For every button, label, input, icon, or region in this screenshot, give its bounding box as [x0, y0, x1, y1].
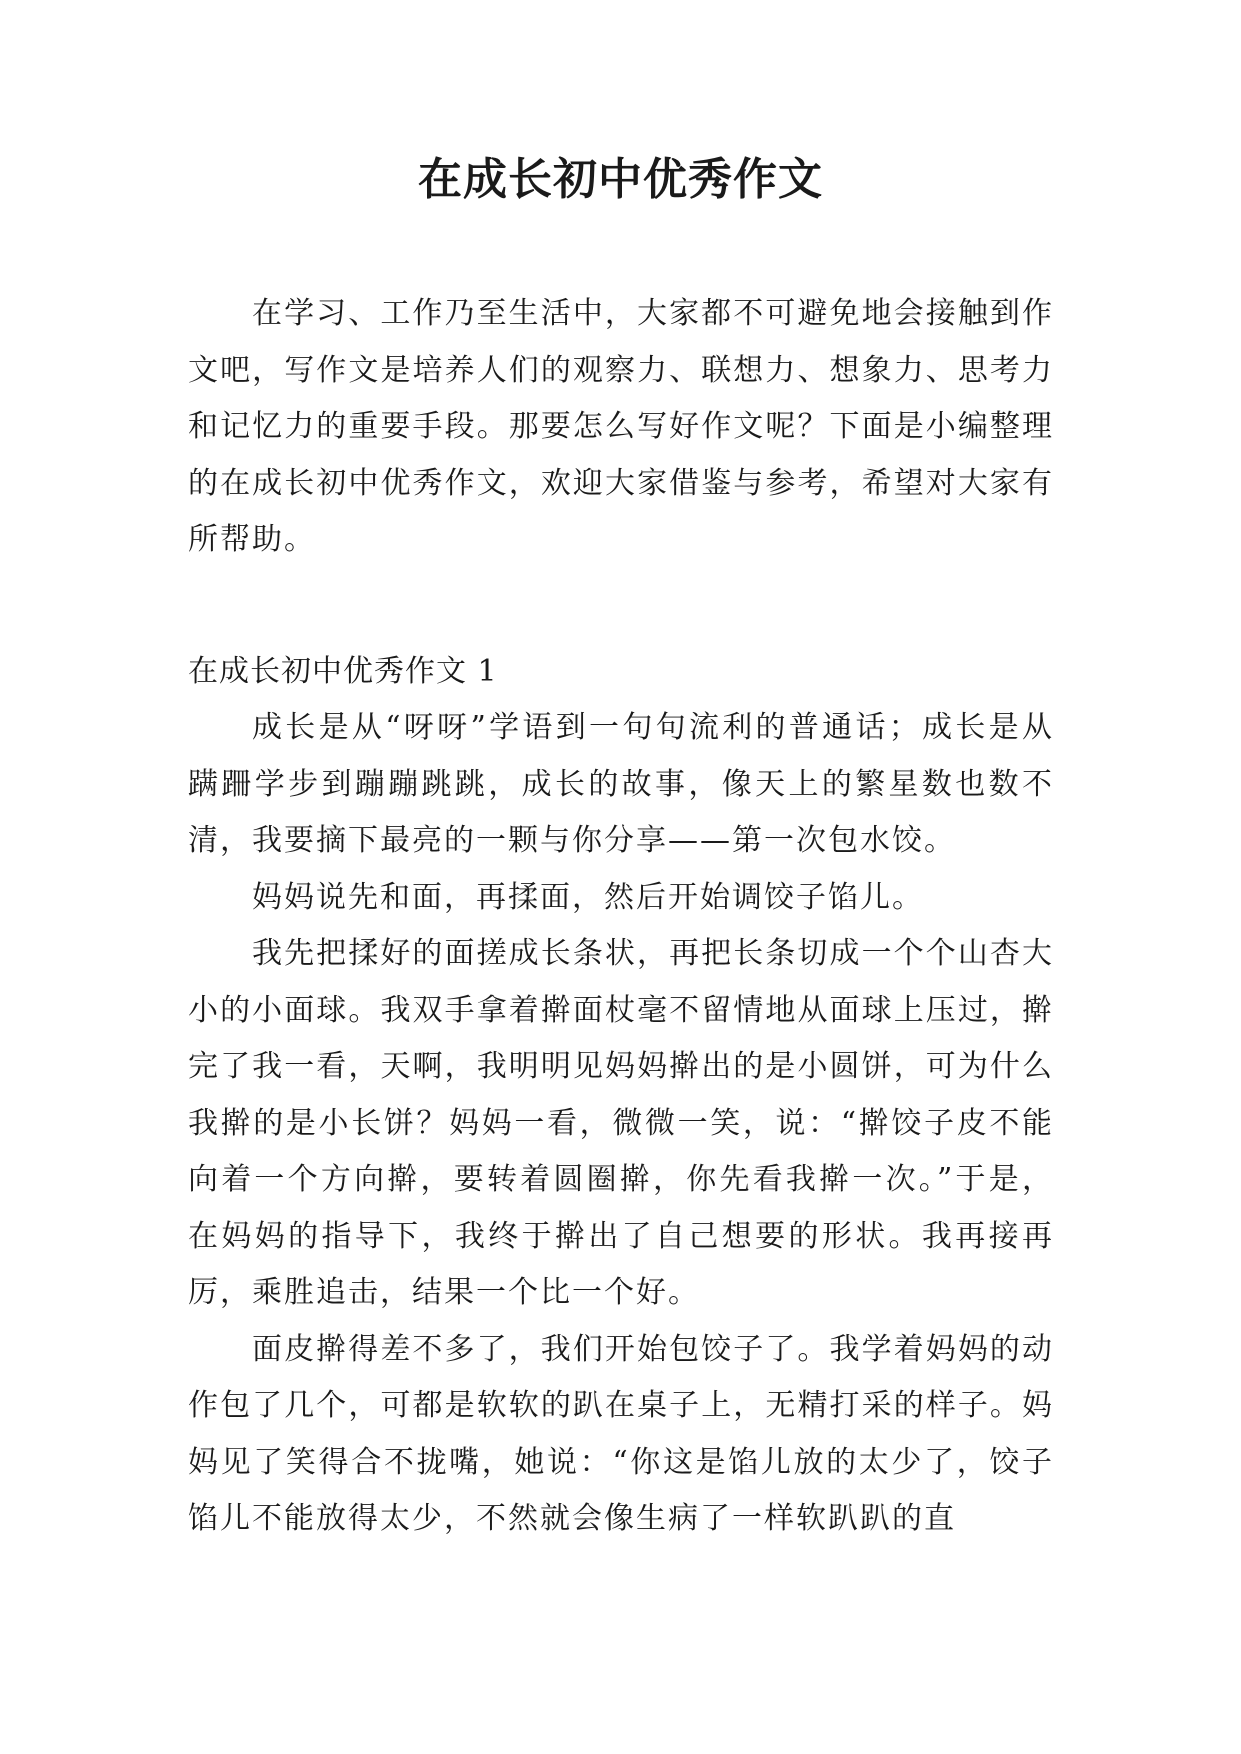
document-title: 在成长初中优秀作文 — [418, 154, 823, 205]
body-paragraph: 我先把揉好的面搓成长条状，再把长条切成一个个山杏大小的小面球。我双手拿着擀面杖毫不留情地从面球上压过，擀完了我一看，天啊，我明明见妈妈擀出的是小圆饼，可为什么我擀的是小长饼？妈妈一看，微微一笑，说：“擀饺子皮不能向着一个方向擀，要转着圆圈擀，你先看我擀一次。”于是，在妈妈的指导下，我终于擀出了自己想要的形状。我再接再厉，乘胜追击，结果一个比一个好。 — [188, 936, 1054, 1310]
body-paragraph: 面皮擀得差不多了，我们开始包饺子了。我学着妈妈的动作包了几个，可都是软软的趴在桌子上，无精打采的样子。妈妈见了笑得合不拢嘴，她说：“你这是馅儿放的太少了，饺子馅儿不能放得太少，不然就会像生病了一样软趴趴的直 — [188, 1331, 1054, 1536]
section-spacer — [188, 569, 1054, 644]
section-heading: 在成长初中优秀作文 1 — [188, 653, 498, 689]
document-body — [188, 286, 1054, 1548]
body-paragraph: 妈妈说先和面，再揉面，然后开始调饺子馅儿。 — [252, 879, 924, 915]
intro-paragraph: 在学习、工作乃至生活中，大家都不可避免地会接触到作文吧，写作文是培养人们的观察力、联想力、想象力、思考力和记忆力的重要手段。那要怎么写好作文呢？下面是小编整理的在成长初中优秀作文，欢迎大家借鉴与参考，希望对大家有所帮助。 — [188, 296, 1054, 557]
body-paragraph: 成长是从“呀呀”学语到一句句流利的普通话；成长是从蹒跚学步到蹦蹦跳跳，成长的故事，像天上的繁星数也数不清，我要摘下最亮的一颗与你分享——第一次包水饺。 — [188, 710, 1054, 858]
